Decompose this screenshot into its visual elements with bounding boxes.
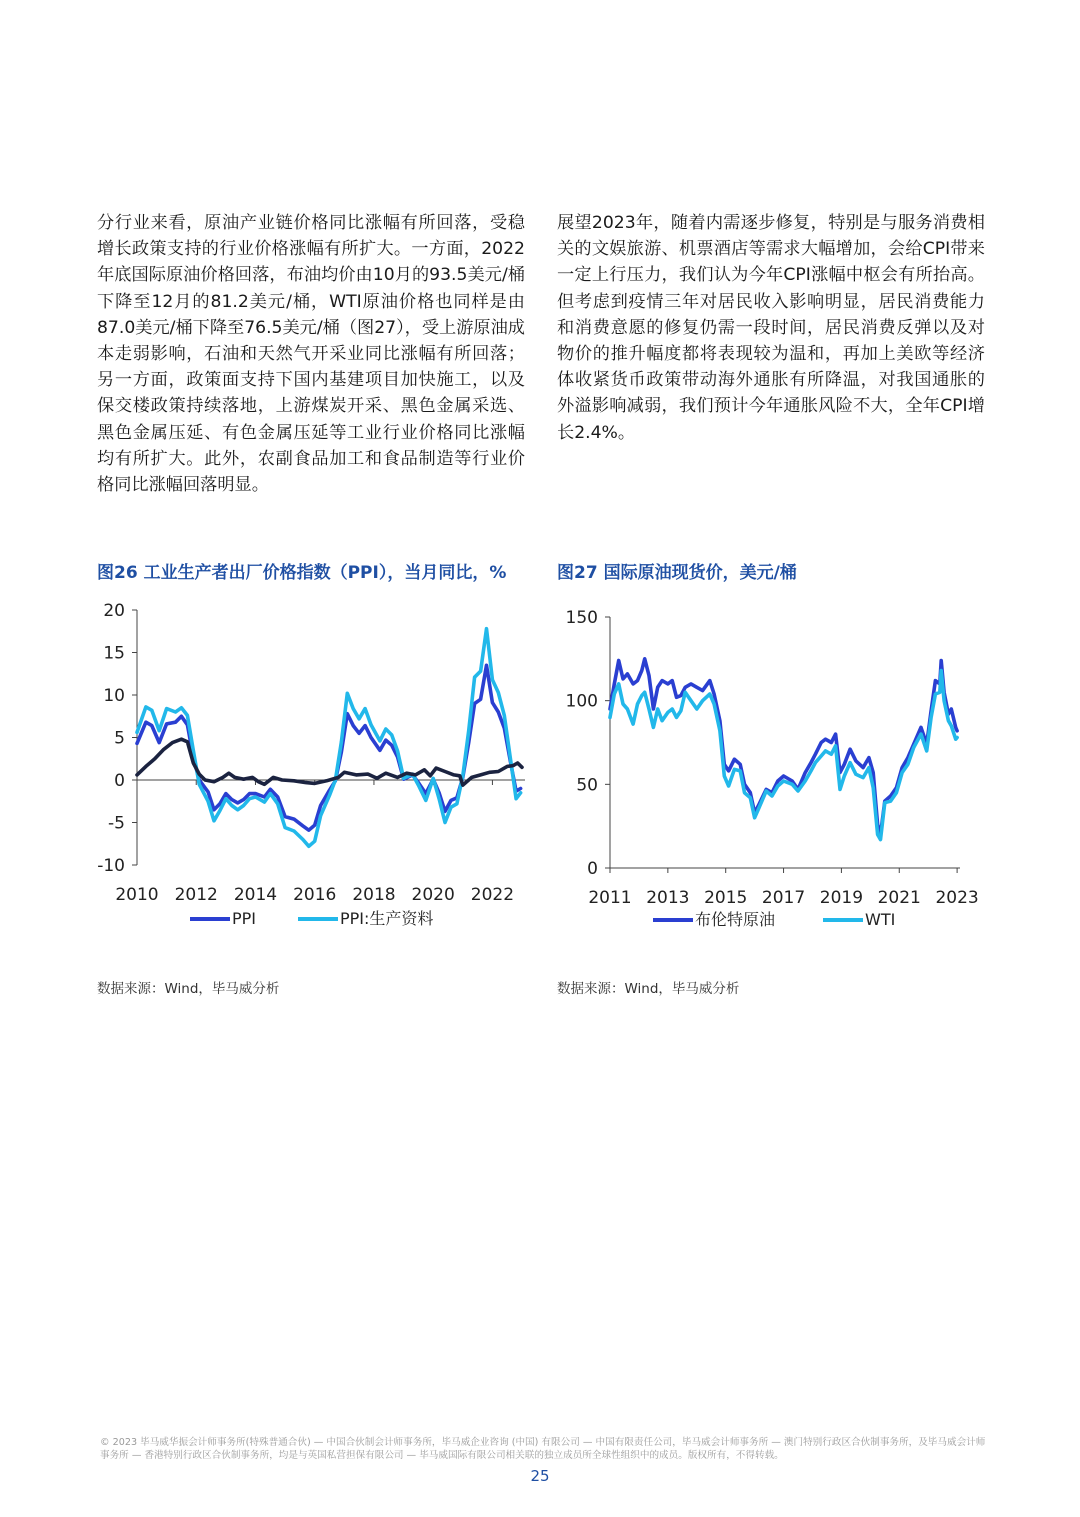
- legend-label: PPI:生产资料: [340, 909, 434, 928]
- figure-26-title: 图26 工业生产者出厂价格指数（PPI），当月同比，%: [97, 563, 507, 583]
- legend-label: 布伦特原油: [695, 910, 776, 929]
- x-tick-label: 2014: [233, 885, 278, 905]
- x-tick-label: 2020: [411, 885, 455, 905]
- y-tick-label: -5: [108, 813, 125, 834]
- legend-label: PPI: [232, 909, 257, 928]
- right-paragraph: 展望2023年，随着内需逐步修复，特别是与服务消费相关的文娱旅游、机票酒店等需求大幅增加，会给CPI带来一定上行压力，我们认为今年CPI涨幅中枢会有所抬高。但考虑到疫情三年对居民收入影响明显，居民消费能力和消费意愿的修复仍需一段时间，居民消费反弹以及对物价的推升幅度都将表现较为温和，再加上美欧等经济体收紧货币政策带动海外通胀有所降温，对我国通胀的外溢影响减弱，我们预计今年通胀风险不大，全年CPI增长2.4%。: [557, 213, 985, 443]
- y-tick-label: 0: [587, 859, 598, 879]
- figure-27-title: 图27 国际原油现货价，美元/桶: [557, 563, 797, 583]
- ppi-chart: [85, 595, 535, 940]
- x-tick-label: 2013: [646, 888, 690, 908]
- series-line-2: [137, 629, 521, 847]
- series-line-1: [610, 659, 957, 835]
- x-tick-label: 2021: [877, 888, 921, 908]
- y-tick-label: 100: [565, 691, 598, 712]
- left-paragraph: 分行业来看，原油产业链价格同比涨幅有所回落，受稳增长政策支持的行业价格涨幅有所扩大。一方面，2022年底国际原油价格回落，布油均价由10月的93.5美元/桶下降至12月的81.2美元/桶，WTI原油价格也同样是由87.0美元/桶下降至76.5美元/桶（图27），受上游原油成本走弱影响，石油和天然气开采业同比涨幅有所回落；另一方面，政策面支持下国内基建项目加快施工，以及保交楼政策持续落地，上游煤炭开采、黑色金属采选、黑色金属压延、有色金属压延等工业行业价格同比涨幅均有所扩大。此外，农副食品加工和食品制造等行业价格同比涨幅回落明显。: [97, 213, 525, 496]
- figure-26-source: 数据来源：Wind，毕马威分析: [97, 981, 280, 997]
- y-tick-label: 0: [114, 771, 125, 791]
- x-tick-label: 2010: [115, 885, 159, 905]
- x-tick-label: 2022: [470, 885, 515, 905]
- y-tick-label: -10: [97, 856, 125, 876]
- y-tick-label: 20: [103, 601, 125, 621]
- footer-copyright: © 2023 毕马威华振会计师事务所(特殊普通合伙) — 中国合伙制会计师事务所，毕马威企业咨询 (中国) 有限公司 — 中国有限责任公司，毕马威会计师事务所 — 澳门特别行政区合伙制事务所，及毕马威会计师事务所 — 香港特别行政区合伙制事务所，均是与英国私营担保有限公司 — 毕马威国际有限公司相关联的独立成员所全球性组织中的成员。版权所有，不得转载。: [100, 1437, 986, 1461]
- x-tick-label: 2019: [819, 888, 864, 908]
- x-tick-label: 2011: [588, 888, 632, 908]
- x-tick-label: 2023: [935, 888, 979, 908]
- series-line-2: [610, 671, 957, 840]
- right-column: [557, 210, 985, 446]
- y-tick-label: 15: [103, 643, 125, 664]
- y-tick-label: 150: [565, 608, 598, 628]
- left-column: [97, 210, 525, 498]
- y-tick-label: 5: [114, 728, 125, 749]
- oil-price-chart: [548, 595, 988, 940]
- y-tick-label: 10: [103, 686, 125, 706]
- y-tick-label: 50: [576, 775, 598, 796]
- x-tick-label: 2012: [174, 885, 218, 905]
- x-tick-label: 2016: [293, 885, 337, 905]
- x-tick-label: 2017: [761, 888, 806, 908]
- x-tick-label: 2015: [704, 888, 748, 908]
- figure-27-source: 数据来源：Wind，毕马威分析: [557, 981, 740, 997]
- x-tick-label: 2018: [352, 885, 396, 905]
- page-number: 25: [530, 1467, 550, 1485]
- legend-label: WTI: [865, 910, 896, 929]
